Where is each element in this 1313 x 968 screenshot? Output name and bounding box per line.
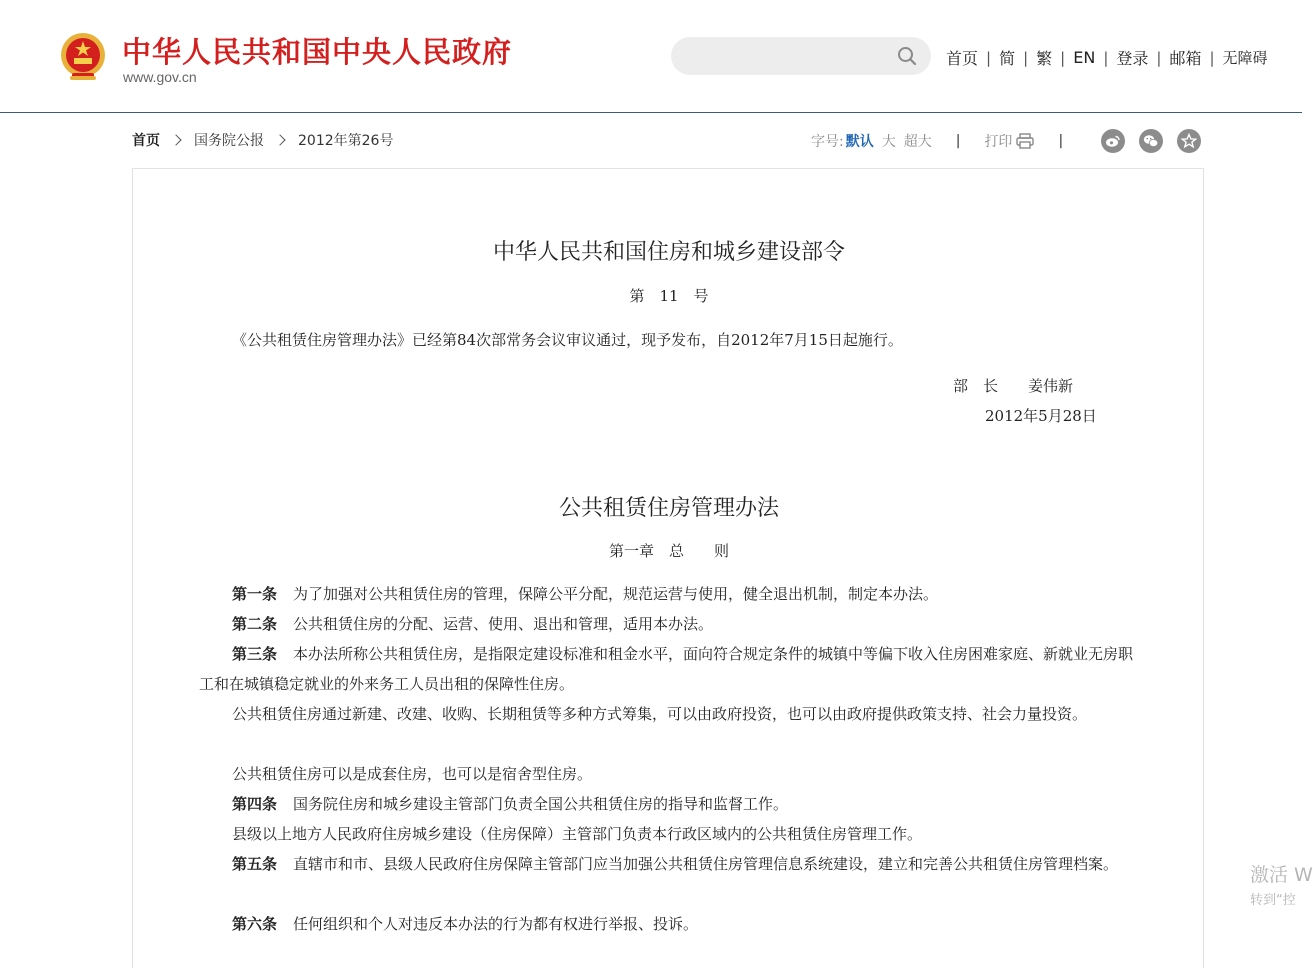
nav-separator: | <box>986 48 992 67</box>
breadcrumb-item-issue[interactable]: 2012年第26号 <box>298 133 394 149</box>
article-text: 县级以上地方人民政府住房城乡建设（住房保障）主管部门负责本行政区域内的公共租赁住房管理工作。 <box>232 825 923 843</box>
tools-separator: | <box>1058 133 1064 149</box>
chapter-heading: 第一章 总 则 <box>608 542 729 560</box>
article-paragraph <box>199 819 1134 849</box>
article-panel <box>132 168 1204 968</box>
article-paragraph <box>199 699 1134 729</box>
article-paragraph <box>199 789 1134 819</box>
favorite-icon[interactable] <box>1177 129 1201 153</box>
article-paragraph <box>199 609 1134 639</box>
article-paragraph <box>199 639 1134 699</box>
article-text: 任何组织和个人对违反本办法的行为都有权进行举报、投诉。 <box>293 915 699 933</box>
chevron-right-icon <box>170 134 181 145</box>
order-title: 中华人民共和国住房和城乡建设部令 <box>492 240 845 265</box>
article-text: 公共租赁住房可以是成套住房，也可以是宿舍型住房。 <box>232 765 593 783</box>
nav-traditional[interactable]: 繁 <box>1036 49 1053 68</box>
article-tools <box>811 128 1201 154</box>
activation-watermark: 激活 W <box>1250 864 1313 886</box>
top-nav <box>946 46 1268 69</box>
nav-login[interactable]: 登录 <box>1116 49 1149 68</box>
signatory: 部 长 姜伟新 <box>953 377 1074 395</box>
article-paragraph <box>199 579 1134 609</box>
article-number: 第一条 <box>232 585 278 603</box>
site-url: www.gov.cn <box>123 69 197 85</box>
search-icon[interactable] <box>897 46 917 66</box>
printer-icon <box>1016 133 1034 149</box>
article-paragraph <box>199 849 1134 879</box>
wechat-icon[interactable] <box>1139 129 1163 153</box>
site-header <box>0 0 1302 113</box>
article-text: 公共租赁住房的分配、运营、使用、退出和管理，适用本办法。 <box>293 615 714 633</box>
site-title[interactable]: 中华人民共和国中央人民政府 <box>122 35 513 69</box>
font-size-large[interactable]: 大 <box>881 134 896 150</box>
article-text: 直辖市和市、县级人民政府住房保障主管部门应当加强公共租赁住房管理信息系统建设，建立和完善公共租赁住房管理档案。 <box>293 855 1119 873</box>
order-number: 第 11 号 <box>629 287 709 305</box>
article-number: 第四条 <box>232 795 278 813</box>
nav-accessibility[interactable]: 无障碍 <box>1222 49 1268 67</box>
print-label: 打印 <box>984 134 1013 150</box>
article-number: 第五条 <box>232 855 278 873</box>
chevron-right-icon <box>274 134 285 145</box>
nav-home[interactable]: 首页 <box>946 49 979 68</box>
article-number: 第三条 <box>232 645 278 663</box>
article-paragraph <box>199 909 1134 939</box>
nav-separator: | <box>1209 48 1215 67</box>
article-paragraph <box>199 759 1134 789</box>
article-number: 第六条 <box>232 915 278 933</box>
law-title: 公共租赁住房管理办法 <box>558 496 779 521</box>
nav-separator: | <box>1023 48 1029 67</box>
tools-separator: | <box>955 133 961 149</box>
print-button[interactable] <box>984 131 1034 151</box>
order-intro: 《公共租赁住房管理办法》已经第84次部常务会议审议通过，现予发布，自2012年7月15日起施行。 <box>232 331 903 349</box>
nav-separator: | <box>1103 48 1109 67</box>
article-number: 第二条 <box>232 615 278 633</box>
breadcrumb-item-bulletin[interactable]: 国务院公报 <box>194 133 264 149</box>
breadcrumb <box>132 130 393 150</box>
article-text: 为了加强对公共租赁住房的管理，保障公平分配，规范运营与使用，健全退出机制，制定本办法。 <box>293 585 939 603</box>
breadcrumb-home[interactable]: 首页 <box>132 133 160 149</box>
national-emblem-icon[interactable] <box>58 31 108 83</box>
article-text: 本办法所称公共租赁住房，是指限定建设标准和租金水平，面向符合规定条件的城镇中等偏下收入住房困难家庭、新就业无房职工和在城镇稳定就业的外来务工人员出租的保障性住房。 <box>199 645 1134 693</box>
font-size-default[interactable]: 默认 <box>845 134 874 150</box>
order-date: 2012年5月28日 <box>985 407 1097 425</box>
weibo-icon[interactable] <box>1101 129 1125 153</box>
nav-separator: | <box>1060 48 1066 67</box>
article-text: 公共租赁住房通过新建、改建、收购、长期租赁等多种方式筹集，可以由政府投资，也可以由政府提供政策支持、社会力量投资。 <box>232 705 1088 723</box>
article-text: 国务院住房和城乡建设主管部门负责全国公共租赁住房的指导和监督工作。 <box>293 795 789 813</box>
font-size-label: 字号: <box>811 134 844 150</box>
nav-separator: | <box>1156 48 1162 67</box>
nav-mail[interactable]: 邮箱 <box>1169 49 1202 68</box>
nav-english[interactable]: EN <box>1073 48 1096 67</box>
nav-simplified[interactable]: 简 <box>999 49 1016 68</box>
activation-watermark-hint: 转到“控 <box>1250 893 1296 908</box>
search-input[interactable] <box>671 37 931 75</box>
font-size-xlarge[interactable]: 超大 <box>903 134 932 150</box>
breadcrumb-row <box>132 128 1204 154</box>
